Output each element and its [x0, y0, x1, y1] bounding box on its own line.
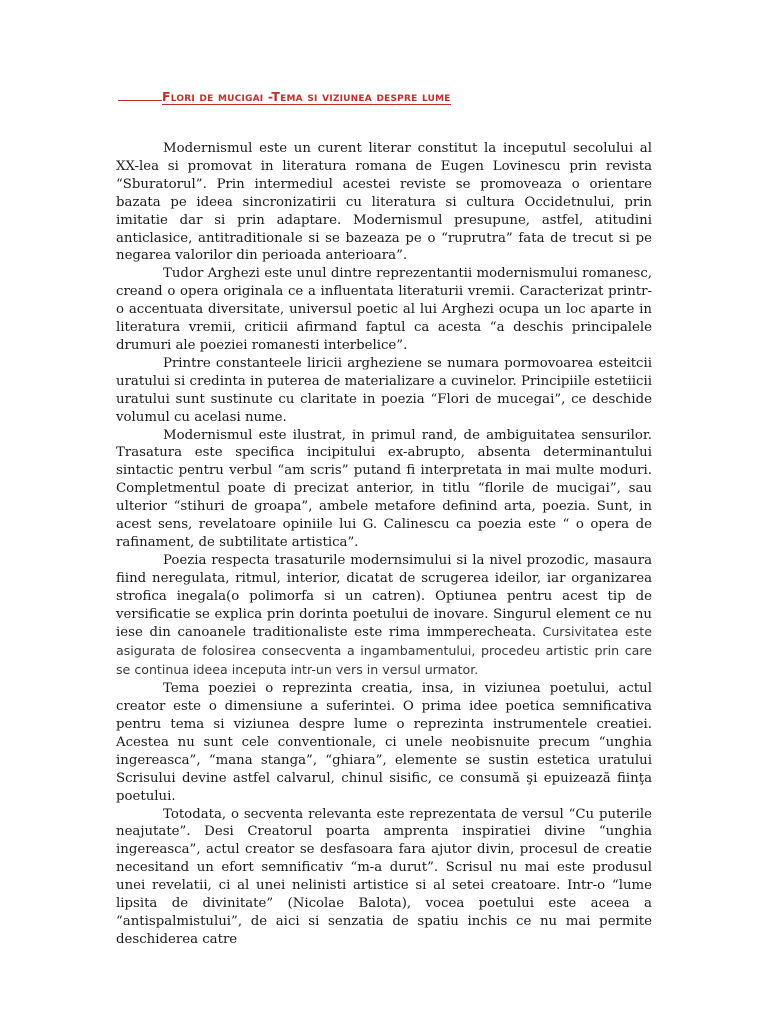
title-underline-lead: [118, 88, 162, 101]
document-title: [118, 88, 578, 104]
paragraph-5: [116, 552, 652, 680]
document-body: [116, 140, 652, 949]
paragraph-5-continuation: Cursivitatea este asigurata de folosirea consecventa a ingambamentului, procedeu artistic prin care se continua ideea inceputa intr-un vers in versul urmator.: [116, 624, 652, 678]
paragraph-1: Modernismul este un curent literar constitut la inceputul secolului al XX-lea si promovat in literatura romana de Eugen Lovinescu prin revista “Sburatorul”. Prin intermediul acestei reviste se promoveaza o orientare bazata pe ideea sincronizatirii cu literatura si cultura Occidetnului, prin imitatie dar si prin adaptare. Modernismul presupune, astfel, atitudini anticlasice, antitraditionale si se bazeaza pe o “ruprutra” fata de trecut si pe negarea valorilor din perioada anterioara”.: [116, 141, 652, 264]
paragraph-5-main: Poezia respecta trasaturile modernsimului si la nivel prozodic, masaura fiind neregulata, ritmul, interior, dicatat de scrugerea ideilor, iar organizarea strofica inegala(o polimorfa si un catren). Optiunea pentru acest tip de versificatie se explica prin dorinta poetului de inovare. Singurul element ce nu iese din canoanele traditionaliste este rima immperecheata.: [116, 552, 652, 641]
paragraph-2: Tudor Arghezi este unul dintre reprezentantii modernismului romanesc, creand o opera originala ce a influentata literaturii vremii. Caracterizat printr-o accentuata diversitate, universul poetic al lui Arghezi ocupa un loc aparte in literatura vremii, criticii afirmand faptul ca acesta “a deschis principalele drumuri ale poeziei romanesti interbelice”.: [116, 266, 652, 353]
paragraph-7: Totodata, o secventa relevanta este reprezentata de versul “Cu puterile neajutate”. Desi Creatorul poarta amprenta inspiratiei divine “unghia ingereasca”, actul creator se desfasoara fara ajutor divin, procesul de creatie necesitand un efort semnificativ “m-a durut”. Scrisul nu mai este produsul unei revelatii, ci al unei nelinisti artistice si al setei creatoare. Intr-o “lume lipsita de divinitate” (Nicolae Balota), vocea poetului este aceea a “antispalmistului”, de aici si senzatia de spatiu inchis ce nu mai permite deschiderea catre: [116, 806, 652, 947]
paragraph-4: Modernismul este ilustrat, in primul rand, de ambiguitatea sensurilor. Trasatura este specifica incipitului ex-abrupto, absenta determinantului sintactic pentru verbul “am scris” putand fi interpretata in mai multe moduri. Completmentul poate di precizat anterior, in titlu “florile de mucigai”, sau ulterior “stihuri de groapa”, ambele metafore definind arta, poezia. Sunt, in acest sens, revelatoare opiniile lui G. Calinescu ca poezia este “ o opera de rafinament, de subtilitate artistica”.: [116, 427, 652, 550]
paragraph-3: Printre constanteele liricii argheziene se numara pormovoarea esteitcii uratului si credinta in puterea de materializare a cuvinelor. Principiile estetiicii uratului sunt sustinute cu claritate in poezia “Flori de mucegai”, ce deschide volumul cu acelasi nume.: [116, 355, 652, 425]
title-text: Flori de mucigai -Tema si viziunea despre lume: [162, 89, 451, 104]
paragraph-6: Tema poeziei o reprezinta creatia, insa, in viziunea poetului, actul creator este o dimensiune a suferintei. O prima idee poetica semnificativa pentru tema si viziunea despre lume o reprezinta instrumentele creatiei. Acestea nu sunt cele conventionale, ci unele neobisnuite precum “unghia ingereasca”, “mana stanga”, “ghiara”, elemente se sustin estetica uratului Scrisului devine astfel calvarul, chinul sisific, ce consumă şi epuizează fiinţa poetului.: [116, 681, 652, 804]
